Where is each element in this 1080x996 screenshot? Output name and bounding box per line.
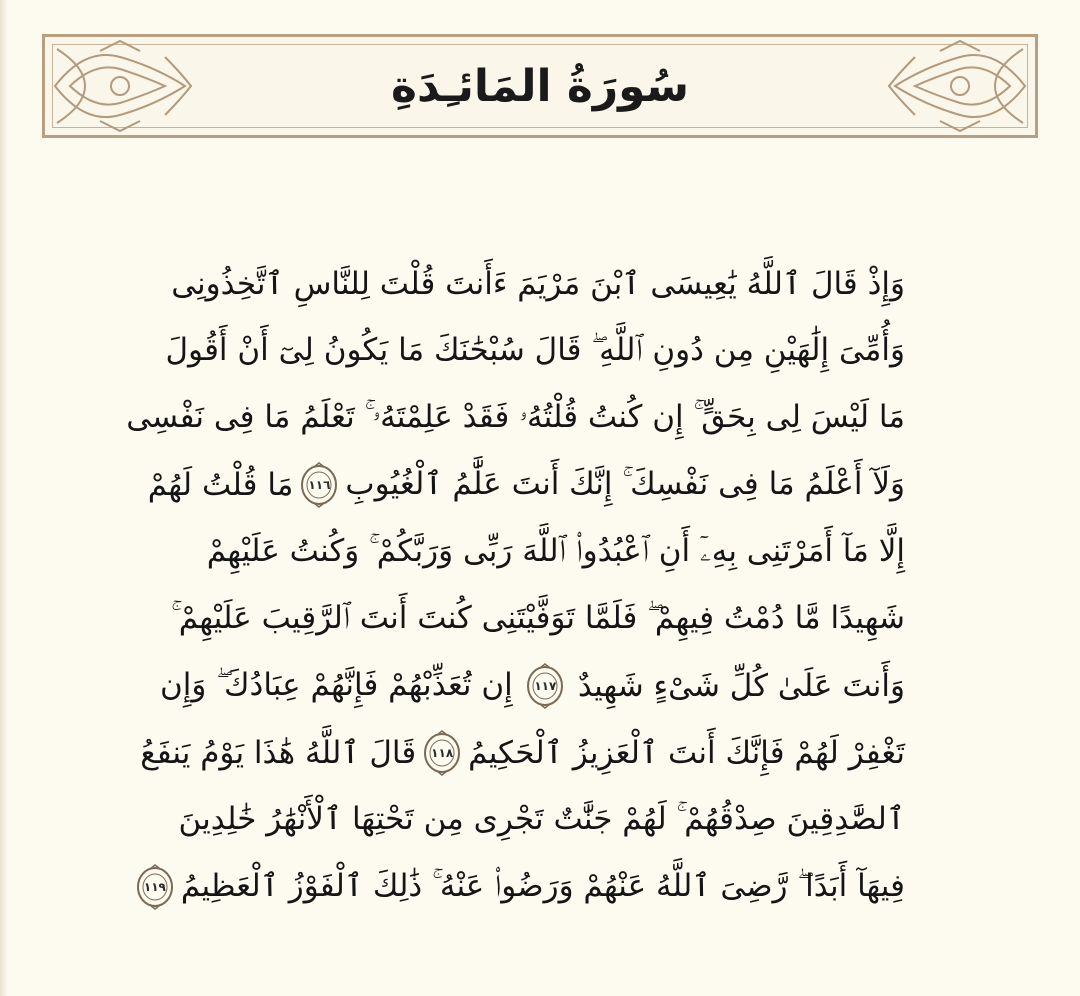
verse-text: مَا قُلْتُ لَهُمْ — [147, 466, 294, 503]
quran-verse-text-block — [126, 250, 905, 990]
verse-text: تَغْفِرْ لَهُمْ فَإِنَّكَ أَنتَ ٱلْعَزِيزُ ٱلْحَكِيمُ — [468, 734, 905, 771]
verse-text: وَلَآ أَعْلَمُ مَا فِى نَفْسِكَ ۚ إِنَّكَ أَنتَ عَلَّٰمُ ٱلْغُيُوبِ — [345, 466, 905, 502]
verse-text: ٱلصَّٰدِقِينَ صِدْقُهُمْ ۚ لَهُمْ جَنَّٰتٌ تَجْرِى مِن تَحْتِهَا ٱلْأَنْهَٰرُ خَٰلِدِينَ — [178, 801, 905, 837]
verse-text: قَالَ ٱللَّهُ هَٰذَا يَوْمُ يَنفَعُ — [140, 734, 417, 771]
ayah-number: ١١٧ — [534, 678, 557, 693]
verse-text: وَأُمِّىَ إِلَٰهَيْنِ مِن دُونِ ٱللَّهِ ۖ قَالَ سُبْحَٰنَكَ مَا يَكُونُ لِىٓ أَنْ أَقُولَ — [165, 332, 905, 368]
verse-line — [147, 451, 905, 518]
verse-text: مَا لَيْسَ لِى بِحَقٍّ ۚ إِن كُنتُ قُلْتُهُۥ فَقَدْ عَلِمْتَهُۥ ۚ تَعْلَمُ مَا فِى نَفْسِى — [126, 399, 905, 435]
surah-title-box — [220, 45, 860, 127]
verse-line — [143, 853, 905, 920]
verse-text: فِيهَآ أَبَدًا ۖ رَّضِىَ ٱللَّهُ عَنْهُمْ وَرَضُوا۟ عَنْهُ ۚ ذَٰلِكَ ٱلْفَوْزُ ٱلْعَظِيمُ — [180, 868, 905, 904]
verse-line — [160, 317, 905, 384]
surah-header-frame — [42, 34, 1038, 138]
ayah-number: ١١٩ — [143, 879, 166, 894]
verse-line — [160, 585, 905, 652]
page-edge — [0, 0, 8, 996]
verse-line — [160, 250, 905, 317]
verse-line — [160, 786, 905, 853]
verse-line — [160, 518, 905, 585]
verse-line — [126, 384, 905, 451]
ayah-number: ١١٨ — [431, 745, 454, 760]
verse-text: إِلَّا مَآ أَمَرْتَنِى بِهِۦٓ أَنِ ٱعْبُدُوا۟ ٱللَّهَ رَبِّى وَرَبَّكُمْ ۚ وَكُنتُ عَلَيْهِمْ — [206, 533, 905, 569]
surah-title: سُورَةُ المَائـِدَةِ — [390, 60, 690, 112]
ayah-number-marker — [525, 664, 565, 708]
verse-text: وَأَنتَ عَلَىٰ كُلِّ شَىْءٍ شَهِيدٌ — [577, 667, 905, 704]
verse-line — [160, 652, 905, 719]
ayah-number-marker — [299, 463, 339, 507]
ayah-number: ١١٦ — [308, 477, 331, 492]
verse-line — [140, 719, 905, 786]
left-arabesque-ornament-icon — [45, 37, 195, 135]
right-arabesque-ornament-icon — [885, 37, 1035, 135]
verse-text: إِن تُعَذِّبْهُمْ فَإِنَّهُمْ عِبَادُكَ ۖ وَإِن — [160, 667, 513, 703]
ayah-number-marker — [135, 865, 175, 909]
verse-text: شَهِيدًا مَّا دُمْتُ فِيهِمْ ۖ فَلَمَّا تَوَفَّيْتَنِى كُنتَ أَنتَ ٱلرَّقِيبَ عَلَيْهِمْ ۚ — [170, 600, 905, 636]
ayah-number-marker — [422, 731, 462, 775]
verse-text: وَإِذْ قَالَ ٱللَّهُ يَٰعِيسَى ٱبْنَ مَرْيَمَ ءَأَنتَ قُلْتَ لِلنَّاسِ ٱتَّخِذُونِى — [171, 265, 905, 302]
